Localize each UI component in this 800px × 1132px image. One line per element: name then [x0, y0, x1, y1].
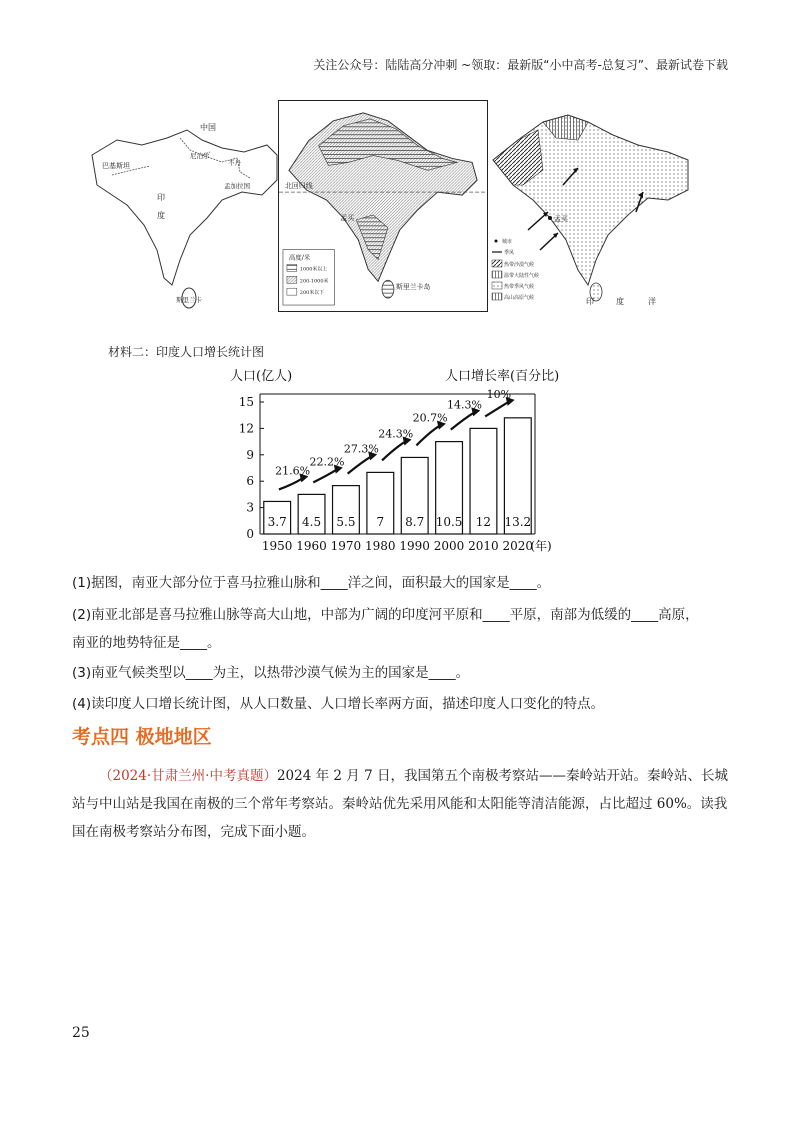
population-chart — [230, 362, 580, 562]
political-map — [72, 100, 278, 312]
chart-bar-label: 7 — [376, 515, 385, 529]
chart-growth-arrow — [485, 402, 509, 417]
page-number: 25 — [72, 1025, 90, 1041]
climate-map — [488, 100, 694, 312]
chart-ytick-label: 0 — [246, 527, 254, 541]
chart-growth-arrow — [313, 470, 337, 483]
south-asia-maps — [72, 100, 694, 312]
climate-map-drawing — [488, 100, 694, 312]
passage-source: （2024·甘肃兰州·中考真题） — [99, 768, 277, 784]
political-map-drawing — [72, 100, 278, 312]
map2-legend-title: 高度/米 — [288, 253, 311, 262]
map3-label-yin: 印 — [586, 297, 594, 306]
chart-growth-arrow — [279, 478, 303, 489]
population-chart-svg — [230, 362, 580, 562]
map3-legend-monsoon: 季风 — [504, 250, 515, 256]
map3-legend-tropical-monsoon: 热带季风气候 — [504, 284, 535, 290]
map1-label-pakistan: 巴基斯坦 — [102, 162, 130, 170]
chart-caption: 材料二：印度人口增长统计图 — [108, 345, 265, 359]
map1-label-china: 中国 — [200, 123, 216, 132]
chart-x-label: 2000 — [433, 539, 465, 553]
chart-bar-label: 5.5 — [336, 515, 356, 529]
chart-growth-label: 20.7% — [412, 411, 448, 425]
map2-label-mumbai: 孟买 — [340, 213, 355, 222]
map2-legend-1: 1000米以上 — [299, 266, 328, 273]
map1-label-bhutan: 不丹 — [228, 159, 241, 167]
map1-label-yin: 印 — [157, 193, 165, 202]
map1-label-du: 度 — [157, 211, 165, 220]
map1-label-nepal: 尼泊尔 — [190, 152, 210, 160]
map3-legend-continental: 温带大陆性气候 — [504, 273, 540, 279]
chart-ytick-label: 3 — [246, 500, 254, 515]
chart-ylabel2: 人口增长率(百分比) — [445, 369, 560, 384]
chart-growth-label: 27.3% — [343, 442, 379, 456]
chart-x-label: 1990 — [399, 539, 430, 553]
page-header: 关注公众号：陆陆高分冲刺 ~领取：最新版“小中高考-总复习”、最新试卷下载 — [313, 58, 728, 72]
chart-ytick-label: 6 — [246, 474, 254, 489]
question-1: (1)据图，南亚大部分位于喜马拉雅山脉和____洋之间，面积最大的国家是____。 — [72, 575, 551, 591]
chart-growth-arrow — [451, 412, 475, 429]
chart-bar-label: 13.2 — [504, 515, 532, 529]
chart-x-label: 1960 — [296, 539, 327, 553]
chart-x-label: 2020 — [502, 539, 534, 553]
chart-x-label: 1970 — [330, 539, 362, 553]
chart-x-label: 2010 — [468, 539, 499, 553]
chart-bar-label: 12 — [475, 515, 492, 529]
map3-label-du: 度 — [616, 297, 624, 306]
chart-growth-label: 24.3% — [378, 427, 414, 441]
chart-x-label: 1950 — [261, 539, 293, 553]
map2-label-srilanka: 斯里兰卡岛 — [395, 283, 431, 292]
section-title: 考点四 极地地区 — [72, 726, 212, 748]
chart-x-label: 1980 — [365, 539, 396, 553]
chart-growth-label: 14.3% — [447, 398, 483, 412]
chart-bar-label: 8.7 — [405, 515, 425, 529]
map1-label-bangladesh: 孟加拉国 — [224, 182, 250, 190]
question-2-continued: 南亚的地势特征是____。 — [72, 635, 221, 651]
map2-label-tropic: 北回归线 — [284, 182, 313, 191]
chart-bar-label: 4.5 — [302, 515, 322, 529]
map3-legend-highland: 高山高原气候 — [504, 295, 535, 301]
passage — [72, 762, 728, 846]
map1-label-srilanka: 斯里兰卡 — [176, 296, 202, 304]
chart-bar-label: 3.7 — [267, 515, 287, 529]
map3-legend-city: 城市 — [502, 239, 513, 245]
chart-growth-label: 10% — [486, 387, 512, 401]
map3-label-mumbai: 孟买 — [554, 215, 568, 223]
question-3: (3)南亚气候类型以____为主，以热带沙漠气候为主的国家是____。 — [72, 665, 470, 681]
chart-growth-label: 22.2% — [309, 455, 345, 469]
chart-ytick-label: 12 — [238, 421, 254, 436]
chart-growth-arrow — [348, 456, 372, 473]
terrain-map — [278, 100, 488, 312]
chart-ylabel: 人口(亿人) — [230, 369, 293, 384]
question-2: (2)南亚北部是喜马拉雅山脉等高大山地，中部为广阔的印度河平原和____平原，南部为低缓的____高原， — [72, 607, 699, 623]
map2-legend-2: 200-1000米 — [299, 278, 329, 285]
passage-text: 2024 年 2 月 7 日，我国第五个南极考察站——秦岭站开站。秦岭站、长城站与中山站是我国在南极的三个常年考察站。秦岭站优先采用风能和太阳能等清洁能源，占比超过 60%。读我国在南极考察站分布图，完成下面小题。 — [72, 768, 728, 840]
chart-ytick-label: 15 — [238, 395, 254, 409]
question-4: (4)读印度人口增长统计图，从人口数量、人口增长率两方面，描述印度人口变化的特点。 — [72, 696, 605, 712]
map2-legend-3: 200米以下 — [299, 290, 325, 297]
terrain-map-drawing — [279, 101, 487, 311]
chart-ytick-label: 9 — [246, 447, 254, 462]
map3-legend-desert: 热带沙漠气候 — [504, 262, 535, 268]
chart-growth-label: 21.6% — [275, 464, 311, 478]
chart-bar-label: 10.5 — [435, 515, 463, 529]
chart-x-unit: (年) — [530, 539, 552, 553]
map3-label-ocean: 洋 — [648, 297, 656, 306]
